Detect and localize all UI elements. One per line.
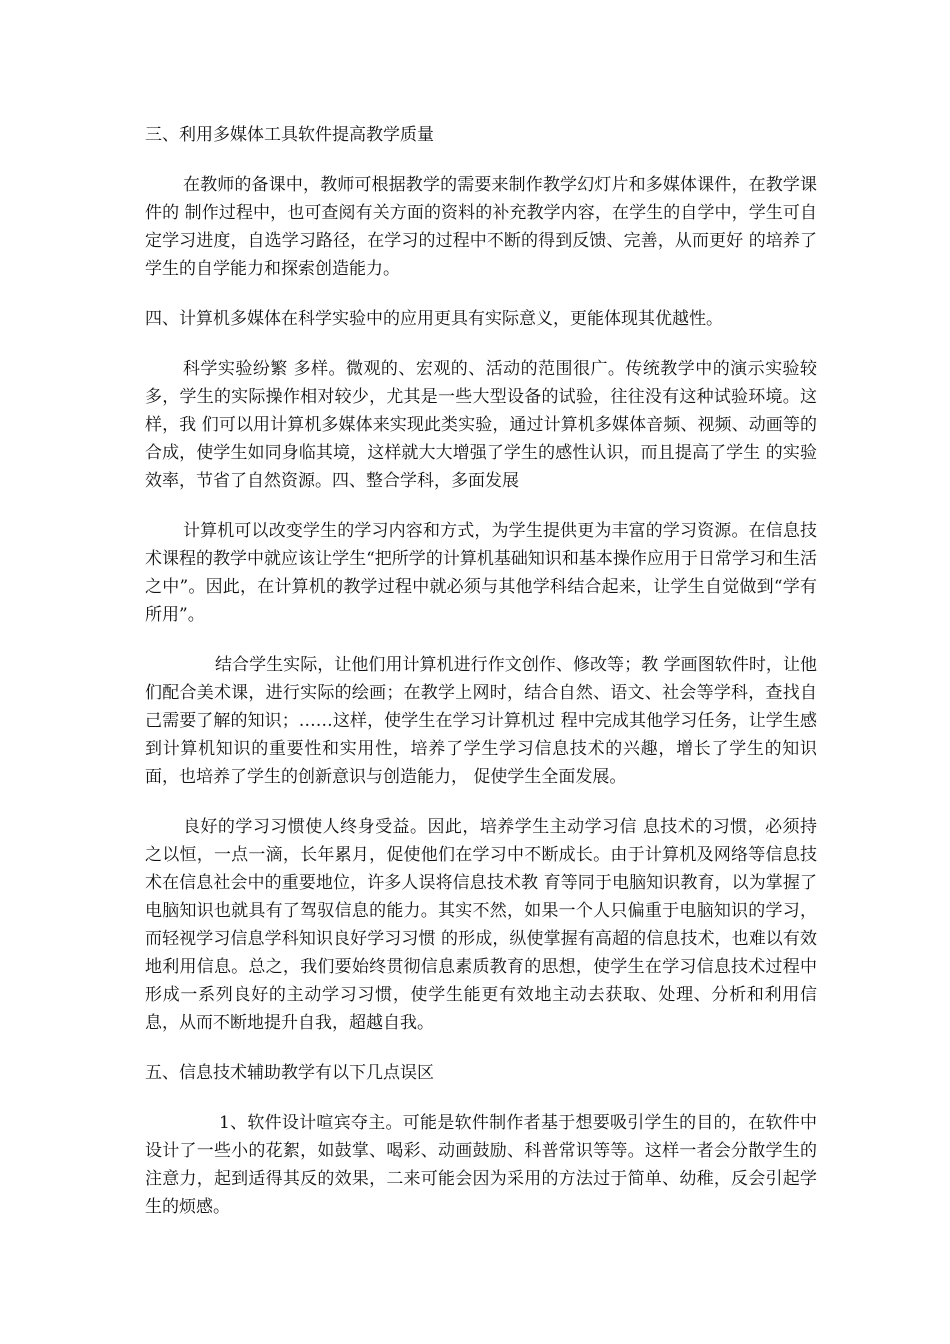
paragraph-experiments: 科学实验纷繁 多样。微观的、宏观的、活动的范围很广。传统教学中的演示实验较多，学生的实际操作相对较少，尤其是一些大型设备的试验，往往没有这种试验环境。这样，我 们可以用计算机多媒体来实现此类实验，通过计算机多媒体音频、视频、动画等的合成，使学生如同身临其境，这样就大大增强了学生的感性认识，而且提高了学生 的实验效率，节省了自然资源。四、整合学科，多面发展 <box>145 359 817 491</box>
document-body <box>145 121 817 1243</box>
paragraph-subject-integration: 结合学生实际，让他们用计算机进行作文创作、修改等；教 学画图软件时，让他们配合美术课，进行实际的绘画；在教学上网时，结合自然、语文、社会等学科，查找自己需要了解的知识；……这样，使学生在学习计算机过 程中完成其他学习任务，让学生感到计算机知识的重要性和实用性，培养了学生学习信息技术的兴趣，增长了学生的知识面，也培养了学生的创新意识与创造能力， 促使学生全面发展。 <box>145 655 817 787</box>
section-heading-3: 三、利用多媒体工具软件提高教学质量 <box>145 125 434 145</box>
section-heading-4: 四、计算机多媒体在科学实验中的应用更具有实际意义，更能体现其优越性。 <box>145 309 723 329</box>
section-heading-5: 五、信息技术辅助教学有以下几点误区 <box>145 1063 434 1083</box>
paragraph-courseware: 在教师的备课中，教师可根据教学的需要来制作教学幻灯片和多媒体课件，在教学课件的 制作过程中，也可查阅有关方面的资料的补充教学内容，在学生的自学中，学生可自定学习进度，自选学习路径，在学习的过程中不断的得到反馈、完善，从而更好 的培养了学生的自学能力和探索创造能力。 <box>145 175 817 279</box>
paragraph-learning-resources: 计算机可以改变学生的学习内容和方式，为学生提供更为丰富的学习资源。在信息技术课程的教学中就应该让学生“把所学的计算机基础知识和基本操作应用于日常学习和生活之中”。因此，在计算机的教学过程中就必须与其他学科结合起来，让学生自觉做到“学有所用”。 <box>145 521 817 625</box>
paragraph-misconception-1: 1、软件设计喧宾夺主。可能是软件制作者基于想要吸引学生的目的，在软件中设计了一些小的花絮，如鼓掌、喝彩、动画鼓励、科普常识等等。这样一者会分散学生的注意力，起到适得其反的效果，二来可能会因为采用的方法过于简单、幼稚，反会引起学生的烦感。 <box>145 1113 817 1217</box>
paragraph-learning-habits: 良好的学习习惯使人终身受益。因此，培养学生主动学习信 息技术的习惯，必须持之以恒，一点一滴，长年累月，促使他们在学习中不断成长。由于计算机及网络等信息技术在信息社会中的重要地位，许多人误将信息技术教 育等同于电脑知识教育，以为掌握了电脑知识也就具有了驾驭信息的能力。其实不然，如果一个人只偏重于电脑知识的学习，而轻视学习信息学科知识良好学习习惯 的形成，纵使掌握有高超的信息技术，也难以有效地利用信息。总之，我们要始终贯彻信息素质教育的思想，使学生在学习信息技术过程中形成一系列良好的主动学习习惯，使学生能更有效地主动去获取、处理、分析和利用信息，从而不断地提升自我，超越自我。 <box>145 817 817 1033</box>
